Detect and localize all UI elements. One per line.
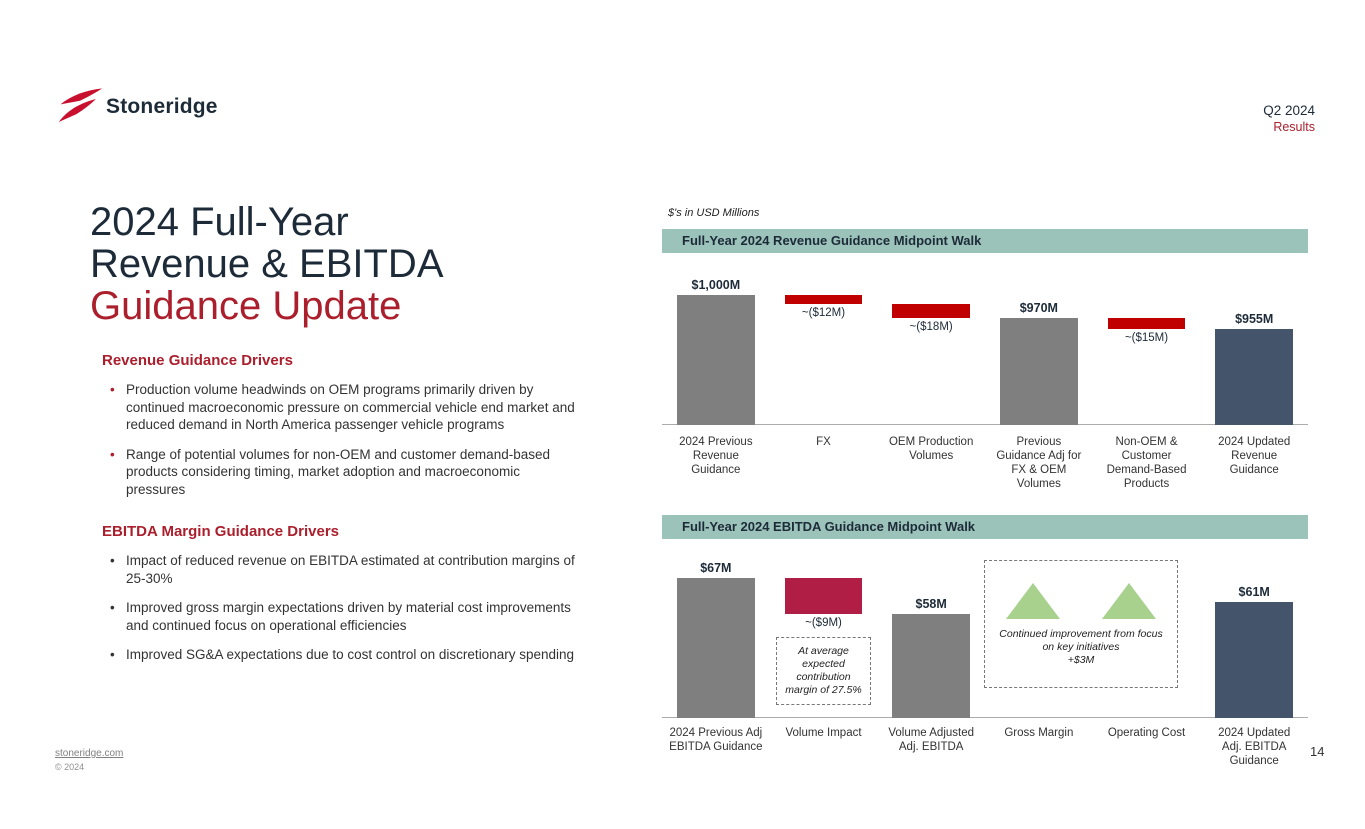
- category-label: Operating Cost: [1107, 727, 1186, 739]
- ebitda-walk-chart: [662, 560, 1308, 718]
- bullet-item: • Production volume headwinds on OEM programs primarily driven by continued macroeconomic pressure on commercial vehicle end market and reduced demand in North America passenger vehicle programs: [126, 381, 582, 434]
- waterfall-column: [662, 271, 770, 424]
- category-label: 2024 Updated Revenue Guidance: [1218, 436, 1291, 476]
- waterfall-column: [877, 560, 985, 717]
- ebitda-chart-title-banner: Full-Year 2024 EBITDA Guidance Midpoint Walk: [662, 515, 1308, 539]
- charts-panel: [662, 205, 1308, 805]
- waterfall-column: [1200, 271, 1308, 424]
- category-label: Volume Adjusted Adj. EBITDA: [888, 727, 975, 753]
- waterfall-column: [985, 271, 1093, 424]
- waterfall-delta-bar: [785, 295, 863, 304]
- category-label: FX: [816, 436, 831, 448]
- ebitda-chart-category-axis: [662, 726, 1308, 768]
- category-label: 2024 Previous Adj EBITDA Guidance: [669, 727, 763, 753]
- waterfall-column: [877, 271, 985, 424]
- delta-value-label: ~($9M): [805, 617, 842, 629]
- category-label: OEM Production Volumes: [888, 436, 974, 462]
- title-line-3: Guidance Update: [90, 284, 402, 328]
- ebitda-drivers-list: [102, 552, 582, 664]
- category-label: 2024 Updated Adj. EBITDA Guidance: [1218, 727, 1291, 767]
- waterfall-total-bar: [1215, 329, 1293, 425]
- ebitda-drivers-heading: EBITDA Margin Guidance Drivers: [102, 523, 339, 540]
- delta-value-label: ~($12M): [801, 307, 846, 319]
- title-line-2: Revenue & EBITDA: [90, 242, 444, 286]
- results-label: Results: [1273, 120, 1315, 134]
- page-number: 14: [1310, 744, 1325, 759]
- waterfall-column: [1200, 560, 1308, 717]
- waterfall-total-bar: [677, 295, 755, 425]
- category-label: Gross Margin: [1004, 727, 1074, 739]
- waterfall-delta-bar: [892, 304, 970, 318]
- waterfall-column: [985, 560, 1093, 717]
- revenue-chart-title-banner: Full-Year 2024 Revenue Guidance Midpoint Walk: [662, 229, 1308, 253]
- revenue-drivers-list: [102, 381, 582, 498]
- bullet-item: • Impact of reduced revenue on EBITDA estimated at contribution margins of 25-30%: [126, 552, 582, 587]
- bullet-item: • Range of potential volumes for non-OEM and customer demand-based products considering timing, market adoption and macroeconomic pressures: [126, 446, 582, 499]
- waterfall-column: [662, 560, 770, 717]
- category-label: Volume Impact: [785, 727, 862, 739]
- waterfall-total-bar: [1215, 602, 1293, 718]
- category-label: 2024 Previous Revenue Guidance: [679, 436, 753, 476]
- bar-value-label: $58M: [915, 597, 947, 611]
- drivers-text-block: [102, 352, 582, 664]
- waterfall-column: [1093, 560, 1201, 717]
- revenue-chart-category-axis: [662, 435, 1308, 491]
- improvement-text: Continued improvement from focus on key initiatives: [999, 628, 1163, 653]
- bar-value-label: $61M: [1238, 585, 1270, 599]
- stoneridge-logo-text: Stoneridge: [106, 95, 218, 118]
- bar-value-label: $955M: [1235, 311, 1274, 326]
- revenue-drivers-heading: Revenue Guidance Drivers: [102, 352, 293, 369]
- contribution-margin-note: At average expected contribution margin of 27.5%: [776, 637, 872, 705]
- bar-value-label: $67M: [700, 561, 732, 575]
- bar-value-label: $1,000M: [691, 278, 741, 292]
- waterfall-total-bar: [677, 578, 755, 718]
- page-title: [90, 201, 582, 327]
- improvement-value: +$3M: [1067, 654, 1095, 666]
- bullet-item: • Improved SG&A expectations due to cost control on discretionary spending: [126, 646, 582, 664]
- stoneridge-swoosh-icon: [57, 86, 103, 128]
- stoneridge-logo: [57, 86, 218, 128]
- bar-value-label: $970M: [1019, 300, 1058, 315]
- delta-value-label: ~($18M): [909, 320, 953, 333]
- category-label: Non-OEM & Customer Demand-Based Products: [1106, 436, 1187, 490]
- left-column: [90, 201, 582, 676]
- delta-value-label: ~($15M): [1124, 331, 1169, 344]
- quarter-label: Q2 2024: [1263, 103, 1315, 118]
- waterfall-total-bar: [1000, 318, 1078, 426]
- revenue-walk-chart: [662, 271, 1308, 425]
- waterfall-column: [770, 271, 878, 424]
- waterfall-total-bar: [892, 614, 970, 718]
- waterfall-delta-bar: [1108, 318, 1186, 329]
- slide-meta: [1263, 103, 1315, 135]
- waterfall-column: [770, 560, 878, 717]
- units-note: $'s in USD Millions: [668, 207, 760, 219]
- copyright-label: © 2024: [55, 762, 85, 772]
- title-line-1: 2024 Full-Year: [90, 200, 349, 244]
- waterfall-delta-bar: [785, 578, 863, 614]
- bullet-item: • Improved gross margin expectations driven by material cost improvements and continued focus on operational efficiencies: [126, 599, 582, 634]
- stoneridge-website-link[interactable]: stoneridge.com: [55, 748, 124, 759]
- category-label: Previous Guidance Adj for FX & OEM Volumes: [996, 436, 1082, 490]
- waterfall-column: [1093, 271, 1201, 424]
